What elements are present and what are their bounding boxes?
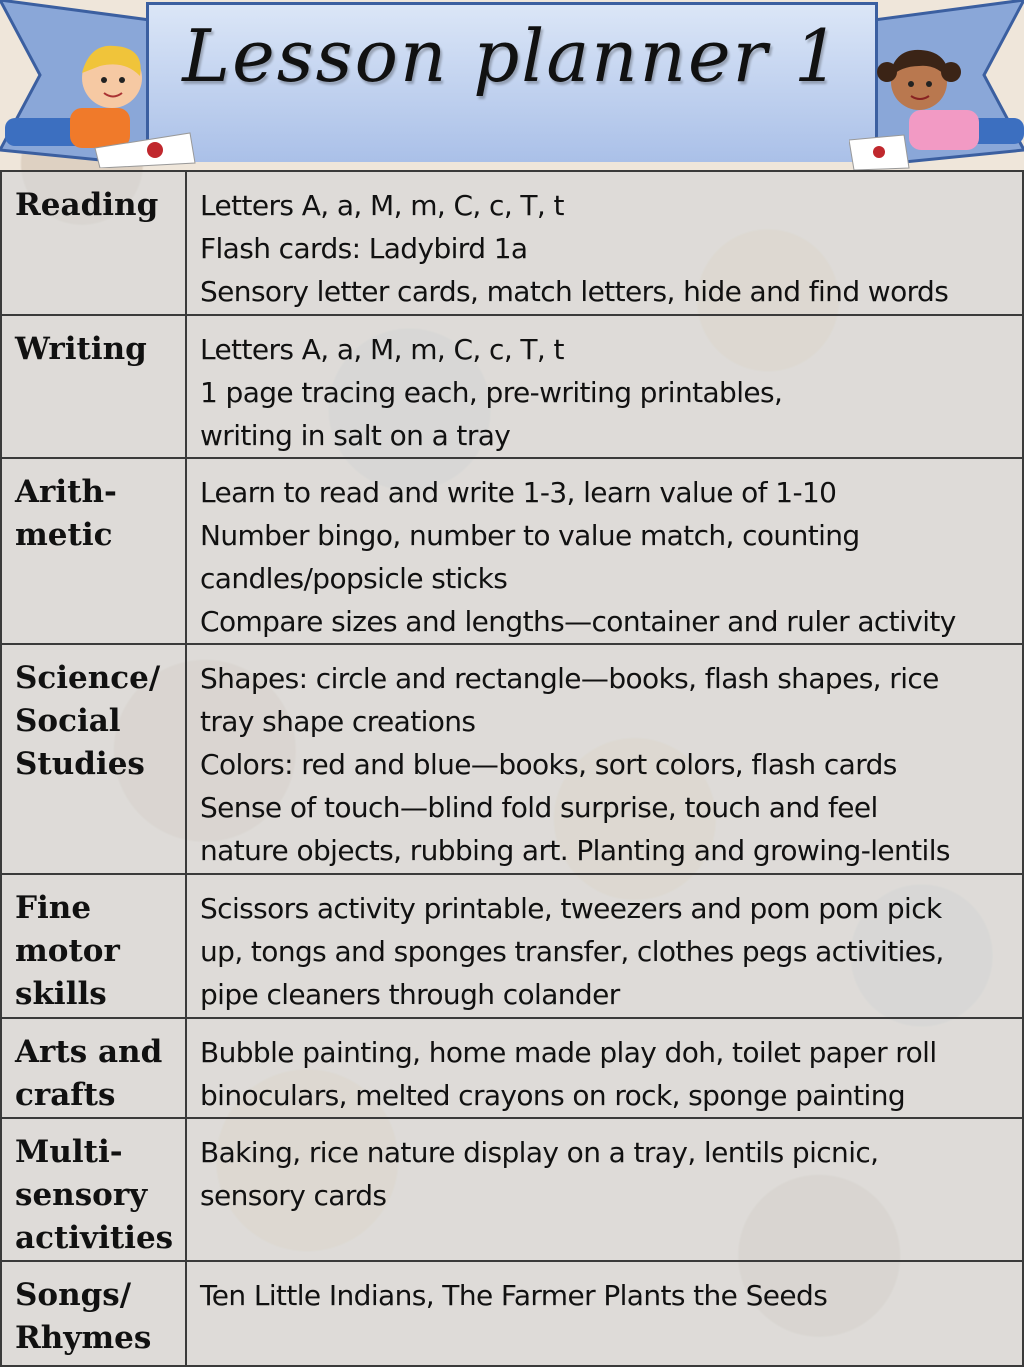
header xyxy=(0,0,1024,170)
table-row-arts-and-crafts xyxy=(1,1018,1023,1118)
activity-line: nature objects, rubbing art. Planting and growing-lentils xyxy=(200,834,950,867)
page-title: Lesson planner 1 xyxy=(182,14,842,98)
subject-label: Reading xyxy=(15,187,159,223)
activity-line: up, tongs and sponges transfer, clothes pegs activities, xyxy=(200,935,944,968)
activity-line: Number bingo, number to value match, counting xyxy=(200,519,860,552)
subject-cell xyxy=(1,1261,186,1366)
activity-line: Bubble painting, home made play doh, toilet paper roll xyxy=(200,1036,937,1069)
subject-label: Arts and xyxy=(15,1034,163,1070)
table-row-writing xyxy=(1,315,1023,458)
activity-line: Flash cards: Ladybird 1a xyxy=(200,232,528,265)
activity-line: pipe cleaners through colander xyxy=(200,978,620,1011)
subject-label: Songs/ xyxy=(15,1277,132,1313)
activity-cell xyxy=(186,644,1023,874)
activity-line: sensory cards xyxy=(200,1179,387,1212)
subject-label: sensory xyxy=(15,1177,148,1213)
activity-line: Sense of touch—blind fold surprise, touch and feel xyxy=(200,791,878,824)
table-row-songs-rhymes xyxy=(1,1261,1023,1366)
subject-label: Science/ xyxy=(15,660,161,696)
activity-line: 1 page tracing each, pre-writing printables, xyxy=(200,376,783,409)
activity-line: Shapes: circle and rectangle—books, flash shapes, rice xyxy=(200,662,939,695)
girl-drawing-illustration xyxy=(849,40,1024,170)
subject-label: activities xyxy=(15,1220,174,1256)
subject-cell xyxy=(1,874,186,1018)
subject-cell xyxy=(1,644,186,874)
subject-label: Arith- xyxy=(15,474,117,510)
activity-line: Baking, rice nature display on a tray, lentils picnic, xyxy=(200,1136,879,1169)
boy-drawing-illustration xyxy=(0,38,200,168)
lesson-plan-table xyxy=(0,170,1024,1367)
subject-label: Rhymes xyxy=(15,1320,152,1356)
activity-line: Learn to read and write 1-3, learn value of 1-10 xyxy=(200,476,837,509)
subject-label: skills xyxy=(15,976,107,1012)
activity-line: Ten Little Indians, The Farmer Plants the Seeds xyxy=(200,1279,828,1312)
activity-line: Letters A, a, M, m, C, c, T, t xyxy=(200,333,564,366)
subject-label: Writing xyxy=(15,331,147,367)
table-row-science-social-studies xyxy=(1,644,1023,874)
activity-line: binoculars, melted crayons on rock, sponge painting xyxy=(200,1079,906,1112)
activity-line: Colors: red and blue—books, sort colors, flash cards xyxy=(200,748,897,781)
activity-cell xyxy=(186,315,1023,458)
subject-cell xyxy=(1,1018,186,1118)
table-row-reading xyxy=(1,171,1023,315)
table-row-multi-sensory-activities xyxy=(1,1118,1023,1261)
table-row-arithmetic xyxy=(1,458,1023,644)
subject-cell xyxy=(1,315,186,458)
activity-line: Letters A, a, M, m, C, c, T, t xyxy=(200,189,564,222)
activity-cell xyxy=(186,171,1023,315)
subject-cell xyxy=(1,171,186,315)
activity-line: tray shape creations xyxy=(200,705,476,738)
activity-cell xyxy=(186,458,1023,644)
activity-line: Compare sizes and lengths—container and ruler activity xyxy=(200,605,956,638)
subject-label: Social xyxy=(15,703,121,739)
subject-cell xyxy=(1,1118,186,1261)
activity-cell xyxy=(186,874,1023,1018)
subject-label: Multi- xyxy=(15,1134,123,1170)
subject-cell xyxy=(1,458,186,644)
activity-line: candles/popsicle sticks xyxy=(200,562,508,595)
subject-label: Studies xyxy=(15,746,145,782)
activity-line: writing in salt on a tray xyxy=(200,419,511,452)
activity-cell xyxy=(186,1018,1023,1118)
activity-cell xyxy=(186,1118,1023,1261)
subject-label: motor xyxy=(15,933,120,969)
activity-line: Scissors activity printable, tweezers and pom pom pick xyxy=(200,892,942,925)
table-row-fine-motor-skills xyxy=(1,874,1023,1018)
subject-label: metic xyxy=(15,517,113,553)
activity-line: Sensory letter cards, match letters, hide and find words xyxy=(200,275,949,308)
subject-label: crafts xyxy=(15,1077,116,1113)
subject-label: Fine xyxy=(15,890,92,926)
activity-cell xyxy=(186,1261,1023,1366)
